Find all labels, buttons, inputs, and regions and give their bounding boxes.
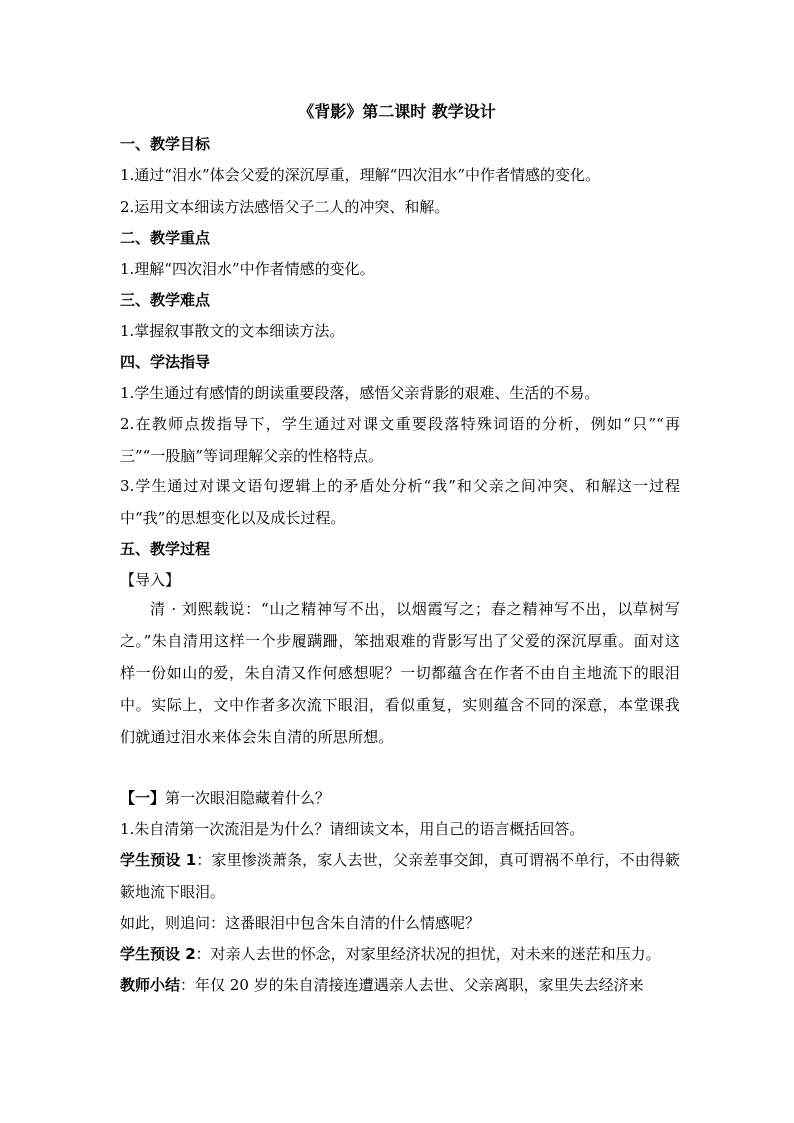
- study-guide-item: 1.学生通过有感情的朗读重要段落，感悟父亲背影的艰难、生活的不易。: [120, 384, 600, 402]
- followup-question: 如此，则追问：这番眼泪中包含朱自清的什么情感呢？: [120, 914, 481, 932]
- part1-heading: [120, 788, 680, 808]
- objective-item: 2.运用文本细读方法感悟父子二人的冲突、和解。: [120, 198, 450, 216]
- study-guide-item: 3.学生通过对课文语句逻辑上的矛盾处分析“我”和父亲之间冲突、和解这一过程中“我”的思想变化以及成长过程。: [120, 477, 680, 527]
- preset-text: ：家里惨淡萧条，家人去世，父亲差事交卸，真可谓祸不单行，不由得簌簌地流下眼泪。: [120, 851, 680, 901]
- difficulty-item: 1.掌握叙事散文的文本细读方法。: [120, 322, 345, 340]
- question-item: 1.朱自清第一次流泪是为什么？请细读文本，用自己的语言概括回答。: [120, 820, 585, 838]
- page-title: 《背影》第二课时 教学设计: [298, 102, 496, 121]
- preset-text: ：对亲人去世的怀念，对家里经济状况的担忧，对未来的迷茫和压力。: [195, 945, 661, 963]
- summary-text: ：年仅 20 岁的朱自清接连遭遇亲人去世、父亲离职，家里失去经济来: [180, 976, 644, 994]
- teacher-summary: [120, 975, 680, 995]
- section-heading-study-guide: 四、学法指导: [120, 353, 211, 371]
- intro-label: 【导入】: [120, 571, 181, 589]
- section-heading-difficulties: 三、教学难点: [120, 291, 211, 309]
- student-preset-2: [120, 944, 680, 964]
- section-heading-objectives: 一、教学目标: [120, 135, 211, 153]
- preset-label: 学生预设 1: [120, 851, 197, 869]
- preset-label: 学生预设 2: [120, 945, 196, 963]
- study-guide-item: 2.在教师点拨指导下，学生通过对课文重要段落特殊词语的分析，例如“只”“再三”“一股脑”等词理解父亲的性格特点。: [120, 415, 680, 465]
- summary-label: 教师小结: [120, 976, 181, 994]
- key-point-item: 1.理解“四次泪水”中作者情感的变化。: [120, 260, 375, 278]
- part1-label: 【一】: [120, 789, 166, 807]
- section-heading-process: 五、教学过程: [120, 540, 211, 558]
- student-preset-1: [120, 844, 680, 908]
- intro-paragraph: 清 · 刘熙载说：“山之精神写不出，以烟霞写之；春之精神写不出，以草树写之。”朱自清用这样一个步履蹒跚，笨拙艰难的背影写出了父爱的深沉厚重。面对这样一份如山的爱，朱自清又作何感想呢？一切都蕴含在作者不由自主地流下的眼泪中。实际上，文中作者多次流下眼泪，看似重复，实则蕴含不同的深意，本堂课我们就通过泪水来体会朱自清的所思所想。: [120, 600, 680, 746]
- section-heading-key-points: 二、教学重点: [120, 229, 211, 247]
- objective-item: 1.通过“泪水”体会父爱的深沉厚重，理解“四次泪水”中作者情感的变化。: [120, 166, 600, 184]
- part1-title: 第一次眼泪隐藏着什么？: [165, 789, 331, 807]
